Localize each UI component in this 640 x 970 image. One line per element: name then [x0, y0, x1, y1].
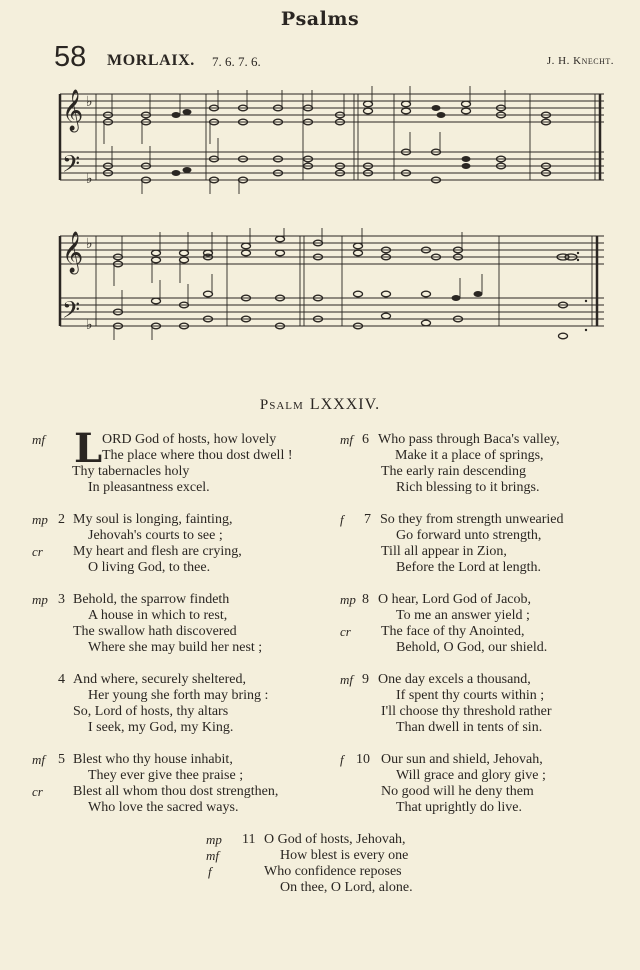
- stanza-number: 5: [58, 752, 65, 767]
- stanza-number: 7: [364, 512, 371, 527]
- svg-text:𝄞: 𝄞: [62, 232, 84, 273]
- dynamic-marking: cr: [32, 544, 43, 559]
- tune-name: MORLAIX.: [107, 52, 195, 69]
- bass-clef-icon: [62, 150, 80, 183]
- dynamic-marking: f: [340, 752, 344, 767]
- stanza-number: 9: [362, 672, 369, 687]
- verse-line: O living God, to thee.: [88, 560, 211, 575]
- meter: 7. 6. 7. 6.: [212, 54, 261, 69]
- verse-line: Before the Lord at length.: [396, 560, 542, 575]
- stanza-11: [206, 832, 506, 896]
- svg-text:𝄢: 𝄢: [62, 150, 81, 183]
- stanza-number: 2: [58, 512, 65, 527]
- verse-line: Make it a place of springs,: [395, 448, 544, 463]
- verse-line: Behold, the sparrow findeth: [73, 592, 230, 607]
- verse-line: Her young she forth may bring :: [88, 688, 269, 703]
- music-system-1: [56, 86, 608, 194]
- dynamic-marking: mp: [340, 592, 356, 607]
- verse-line: Will grace and glory give ;: [396, 768, 546, 783]
- verse-line: Who confidence reposes: [264, 864, 402, 879]
- dynamic-marking: mp: [206, 832, 222, 847]
- verse-line: My soul is longing, fainting,: [73, 512, 233, 527]
- verse-line: Blest who thy house inhabit,: [73, 752, 233, 767]
- svg-text:𝄞: 𝄞: [62, 90, 84, 131]
- dynamic-marking: mf: [32, 432, 45, 447]
- psalm-heading-prefix: Psalm: [259, 397, 304, 413]
- verse-line: In pleasantness excel.: [88, 480, 210, 495]
- verse-line: Behold, O God, our shield.: [396, 640, 548, 655]
- dynamic-marking: f: [208, 864, 212, 879]
- verse-line: The face of thy Anointed,: [381, 624, 525, 639]
- hymn-number: 58: [54, 41, 87, 73]
- verse-line: To me an answer yield ;: [396, 608, 530, 623]
- stanza-4: [32, 672, 332, 736]
- verse-line: Who love the sacred ways.: [88, 800, 239, 815]
- verse-line: Where she may build her nest ;: [88, 640, 263, 655]
- dynamic-marking: mf: [32, 752, 45, 767]
- verse-line: Thy tabernacles holy: [72, 464, 190, 479]
- stanza-number: 11: [242, 832, 256, 847]
- stanza-6: [340, 432, 630, 496]
- verse-line: A house in which to rest,: [88, 608, 228, 623]
- verse-line: The place where thou dost dwell !: [102, 448, 293, 463]
- stanza-5: [32, 752, 332, 816]
- verse-line: I'll choose thy threshold rather: [381, 704, 552, 719]
- composer: J. H. Knecht.: [546, 55, 614, 67]
- verse-line: So, Lord of hosts, thy altars: [73, 704, 229, 719]
- drop-cap: L: [74, 425, 103, 472]
- svg-text:♭: ♭: [86, 172, 93, 187]
- verse-line: They ever give thee praise ;: [88, 768, 244, 783]
- verse-line: My heart and flesh are crying,: [73, 544, 242, 559]
- verse-line: O hear, Lord God of Jacob,: [378, 592, 532, 607]
- dynamic-marking: mf: [340, 672, 353, 687]
- flat-icon: ♭: [86, 95, 93, 110]
- verse-line: Jehovah's courts to see ;: [88, 528, 223, 543]
- stanza-10: [340, 752, 630, 816]
- psalm-heading: [0, 396, 640, 414]
- verse-line: Than dwell in tents of sin.: [396, 720, 543, 735]
- stanza-number: 3: [58, 592, 65, 607]
- verse-line: ORD God of hosts, how lovely: [102, 432, 277, 447]
- verse-line: How blest is every one: [280, 848, 409, 863]
- stanza-number: 10: [356, 752, 370, 767]
- verse-line: Go forward unto strength,: [396, 528, 542, 543]
- dynamic-marking: mf: [206, 848, 219, 863]
- verse-line: Who pass through Baca's valley,: [378, 432, 560, 447]
- verse-line: On thee, O Lord, alone.: [280, 880, 413, 895]
- stanza-1: [32, 425, 332, 496]
- verse-line: If spent thy courts within ;: [396, 688, 545, 703]
- verse-line: The swallow hath discovered: [73, 624, 237, 639]
- dynamic-marking: cr: [32, 784, 43, 799]
- verse-line: Rich blessing to it brings.: [396, 480, 540, 495]
- treble-clef-icon: [62, 89, 83, 132]
- page-section-title: Psalms: [280, 8, 360, 30]
- stanza-number: 4: [58, 672, 65, 687]
- stanza-number: 8: [362, 592, 369, 607]
- dynamic-marking: cr: [340, 624, 351, 639]
- verse-line: Till all appear in Zion,: [381, 544, 507, 559]
- stanza-9: [340, 672, 630, 736]
- svg-text:♭: ♭: [86, 237, 93, 252]
- stanza-8: [340, 592, 630, 656]
- stanza-number: 6: [362, 432, 369, 447]
- stanza-7: [340, 512, 630, 576]
- dynamic-marking: f: [340, 512, 344, 527]
- verse-line: O God of hosts, Jehovah,: [264, 832, 406, 847]
- verse-line: So they from strength unwearied: [380, 512, 564, 527]
- psalm-heading-number: LXXXIV.: [309, 396, 381, 413]
- stanza-2: [32, 512, 332, 576]
- verse-line: The early rain descending: [381, 464, 526, 479]
- verse-line: Our sun and shield, Jehovah,: [381, 752, 543, 767]
- dynamic-marking: mp: [32, 512, 48, 527]
- hymn-header: [54, 42, 614, 72]
- verse-line: No good will he deny them: [381, 784, 534, 799]
- verse-line: Blest all whom thou dost strengthen,: [73, 784, 279, 799]
- dynamic-marking: mf: [340, 432, 353, 447]
- verse-line: That uprightly do live.: [396, 800, 522, 815]
- music-system-2: [56, 228, 608, 340]
- svg-text:♭: ♭: [86, 318, 93, 333]
- stanza-3: [32, 592, 332, 656]
- verse-line: One day excels a thousand,: [378, 672, 531, 687]
- svg-text:𝄢: 𝄢: [62, 296, 81, 329]
- verse-line: And where, securely sheltered,: [73, 672, 246, 687]
- dynamic-marking: mp: [32, 592, 48, 607]
- verse-line: I seek, my God, my King.: [88, 720, 234, 735]
